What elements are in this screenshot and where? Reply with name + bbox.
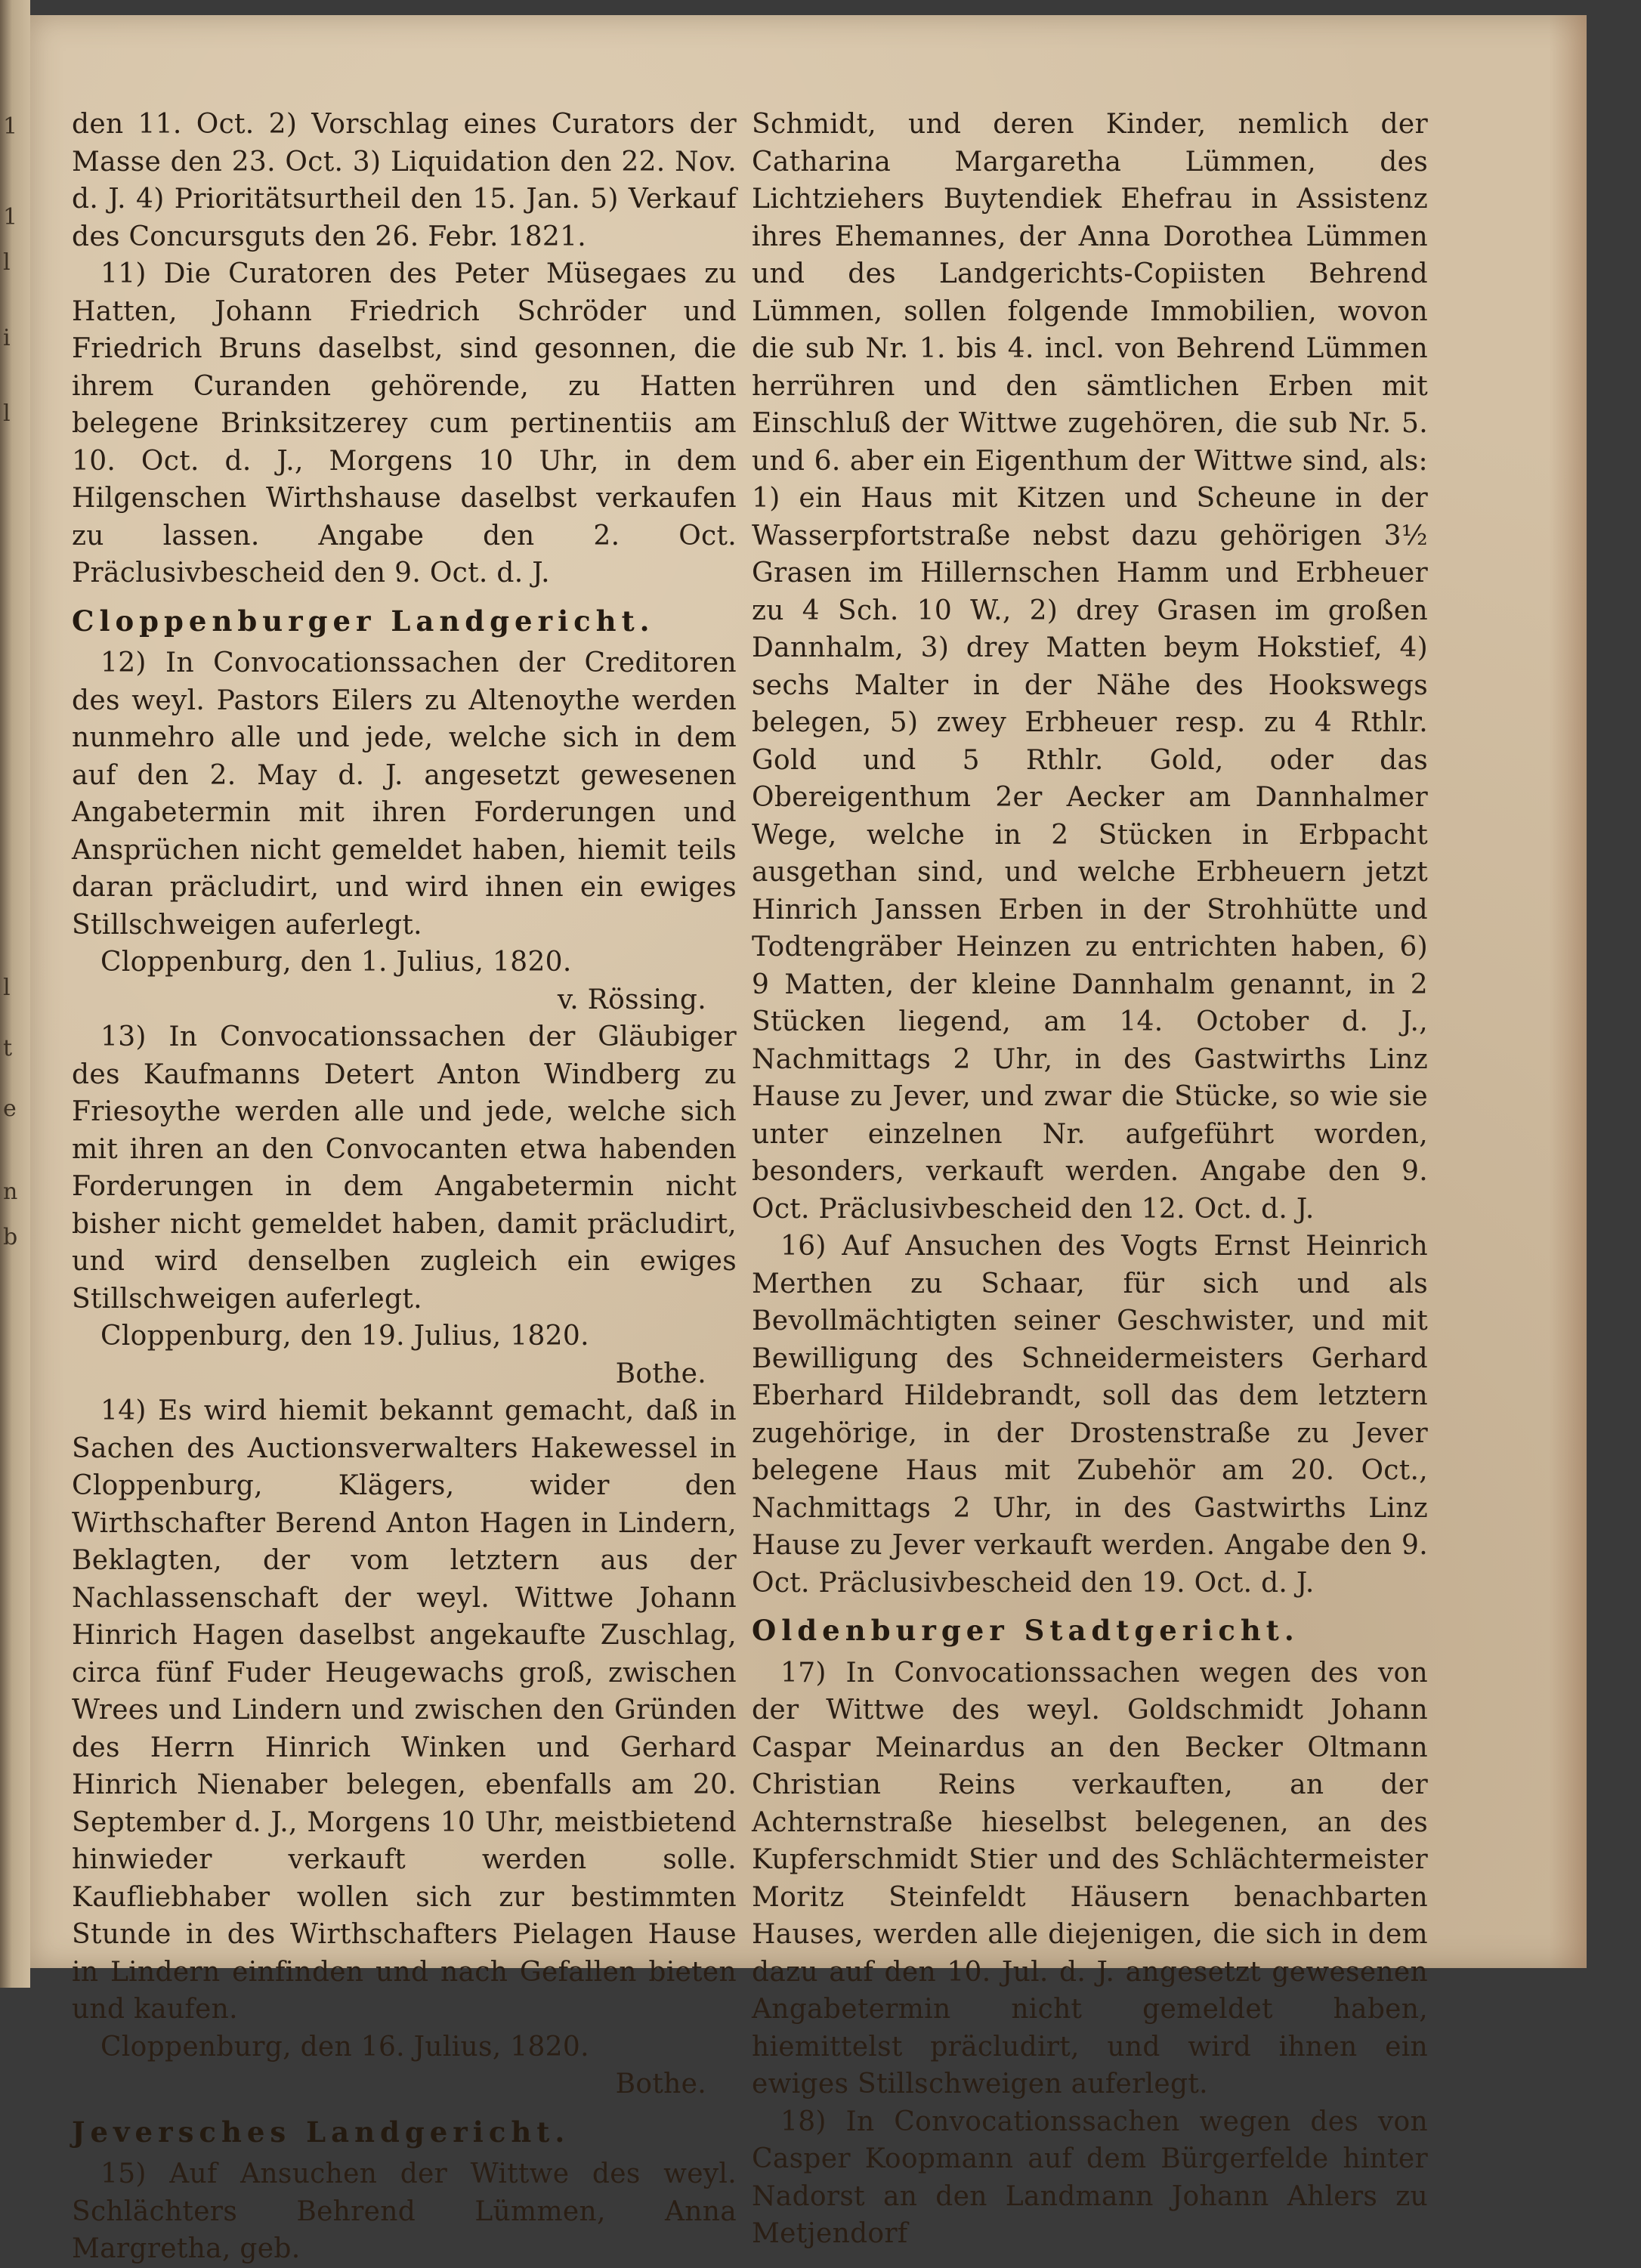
notice-paragraph: 11) Die Curatoren des Peter Müsegaes zu Hatten, Johann Friedrich Schröder und Friedrich Bruns daselbst, sind gesonnen, die ihrem Curanden gehörende, zu Hatten belegene Brinksitzerey cum pertinentiis am 10. Oct. d. J., Morgens 10 Uhr, in dem Hilgenschen Wirthshause daselbst verkaufen zu lassen. Angabe den 2. Oct. Präclusivbescheid den 9. Oct. d. J. [72,258,737,589]
place-date-line: Cloppenburg, den 19. Julius, 1820. [100,1321,589,1352]
place-date-line: Cloppenburg, den 16. Julius, 1820. [100,2031,589,2063]
notice-paragraph: 12) In Convocationssachen der Creditoren des weyl. Pastors Eilers zu Altenoythe werden nunmehro alle und jede, welche sich in dem auf den 2. May d. J. angesetzt gewesenen Angabetermin mit ihren Forderungen und Ansprüchen nicht gemeldet haben, hiemit teils daran präcludirt, und wird ihnen ein ewiges Stillschweigen auferlegt. [72,647,737,941]
margin-fragment: l [3,400,11,427]
margin-fragment: b [3,1224,18,1250]
margin-fragment: 1 [3,113,18,140]
margin-fragment: e [3,1095,17,1122]
notice-paragraph: den 11. Oct. 2) Vorschlag eines Curators der Masse den 23. Oct. 3) Liquidation den 22. Nov. d. J. 4) Prioritätsurtheil den 15. Jan. 5) Verkauf des Concursguts den 26. Febr. 1821. [72,109,737,252]
page-edge-shadow [1549,15,1587,1968]
margin-fragment: 1 [3,204,18,230]
margin-fragment: l [3,249,11,276]
place-date-line: Cloppenburg, den 1. Julius, 1820. [100,947,572,978]
section-heading: Jeversches Landgericht. [72,2115,570,2149]
notice-paragraph: Schmidt, und deren Kinder, nemlich der Catharina Margaretha Lümmen, des Lichtziehers Buytendiek Ehefrau in Assistenz ihres Ehemannes, der Anna Dorothea Lümmen und des Landgerichts-Copiisten Behrend Lümmen, sollen folgende Immobilien, wovon die sub Nr. 1. bis 4. incl. von Behrend Lümmen herrühren und den sämtlichen Erben mit Einschluß der Wittwe zugehören, die sub Nr. 5. und 6. aber ein Eigenthum der Wittwe sind, als: 1) ein Haus mit Kitzen und Scheune in der Wasserpfortstraße nebst dazu gehörigen 3½ Grasen im Hillernschen Hamm und Erbheuer zu 4 Sch. 10 W., 2) drey Grasen im großen Dannhalm, 3) drey Matten beym Hokstief, 4) sechs Malter in der Nähe des Hookswegs belegen, 5) zwey Erbheuer resp. zu 4 Rthlr. Gold und 5 Rthlr. Gold, oder das Obereigenthum 2er Aecker am Dannhalmer Wege, welche in 2 Stücken in Erbpacht ausgethan sind, und welche Erbheuern jetzt Hinrich Janssen Erben in der Strohhütte und Todtengräber Heinzen zu entrichten haben, 6) 9 Matten, der kleine Dannhalm genannt, in 2 Stücken liegend, am 14. October d. J., Nachmittags 2 Uhr, in des Gastwirths Linz Hause zu Jever, und zwar die Stücke, so wie sie unter einzelnen Nr. aufgeführt worden, besonders, verkauft werden. Angabe den 9. Oct. Präclusivbescheid den 12. Oct. d. J. [752,109,1428,1225]
margin-fragment: i [3,325,11,351]
section-heading: Oldenburger Stadtgericht. [752,1614,1300,1647]
adjacent-page-edge [0,0,30,1988]
signature: v. Rössing. [557,984,706,1015]
notice-paragraph: 17) In Convocationssachen wegen des von der Wittwe des weyl. Goldschmidt Johann Caspar Meinardus an den Becker Oltmann Christian Reins verkauften, an der Achternstraße hieselbst belegenen, an des Kupferschmidt Stier und des Schlächtermeister Moritz Steinfeldt Häusern benachbarten Hauses, werden alle diejenigen, die sich in dem dazu auf den 10. Jul. d. J. angesetzt gewesenen Angabetermin nicht gemeldet haben, hiemittelst präcludirt, und wird ihnen ein ewiges Stillschweigen auferlegt. [752,1657,1428,2100]
margin-fragment: n [3,1179,18,1205]
margin-fragment: t [3,1035,13,1061]
notice-paragraph: 13) In Convocationssachen der Gläubiger des Kaufmanns Detert Anton Windberg zu Friesoythe werden alle und jede, welche sich mit ihren an den Convocanten etwa habenden Forderungen in dem Angabetermin nicht bisher nicht gemeldet haben, damit präcludirt, und wird denselben zugleich ein ewiges Stillschweigen auferlegt. [72,1021,737,1315]
notice-paragraph: 15) Auf Ansuchen der Wittwe des weyl. Schlächters Behrend Lümmen, Anna Margretha, geb. [72,2158,737,2264]
section-heading: Cloppenburger Landgericht. [72,604,655,638]
left-column [72,106,737,2268]
document-page [30,15,1587,2264]
notice-paragraph: 14) Es wird hiemit bekannt gemacht, daß in Sachen des Auctionsverwalters Hakewessel in Cloppenburg, Klägers, wider den Wirthschafter Berend Anton Hagen in Lindern, Beklagten, der vom letztern aus der Nachlassenschaft der weyl. Wittwe Johann Hinrich Hagen daselbst angekaufte Zuschlag, circa fünf Fuder Heugewachs groß, zwischen Wrees und Lindern und zwischen den Gründen des Herrn Hinrich Winken und Gerhard Hinrich Nienaber belegen, ebenfalls am 20. September d. J., Morgens 10 Uhr, meistbietend hinwieder verkauft werden solle. Kaufliebhaber wollen sich zur bestimmten Stunde in des Wirthschafters Pielagen Hause in Lindern einfinden und nach Gefallen bieten und kaufen. [72,1395,737,2025]
margin-fragment: l [3,975,11,1001]
signature: Bothe. [615,2069,706,2100]
right-column [752,106,1428,2253]
notice-paragraph: 18) In Convocationssachen wegen des von Casper Koopmann auf dem Bürgerfelde hinter Nadorst an den Landmann Johann Ahlers zu Metjendorf [752,2106,1428,2249]
notice-paragraph: 16) Auf Ansuchen des Vogts Ernst Heinrich Merthen zu Schaar, für sich und als Bevollmächtigten seiner Geschwister, und mit Bewilligung des Schneidermeisters Gerhard Eberhard Hildebrandt, soll das dem letztern zugehörige, in der Drostenstraße zu Jever belegene Haus mit Zubehör am 20. Oct., Nachmittags 2 Uhr, in des Gastwirths Linz Hause zu Jever verkauft werden. Angabe den 9. Oct. Präclusivbescheid den 19. Oct. d. J. [752,1231,1428,1599]
signature: Bothe. [615,1358,706,1389]
